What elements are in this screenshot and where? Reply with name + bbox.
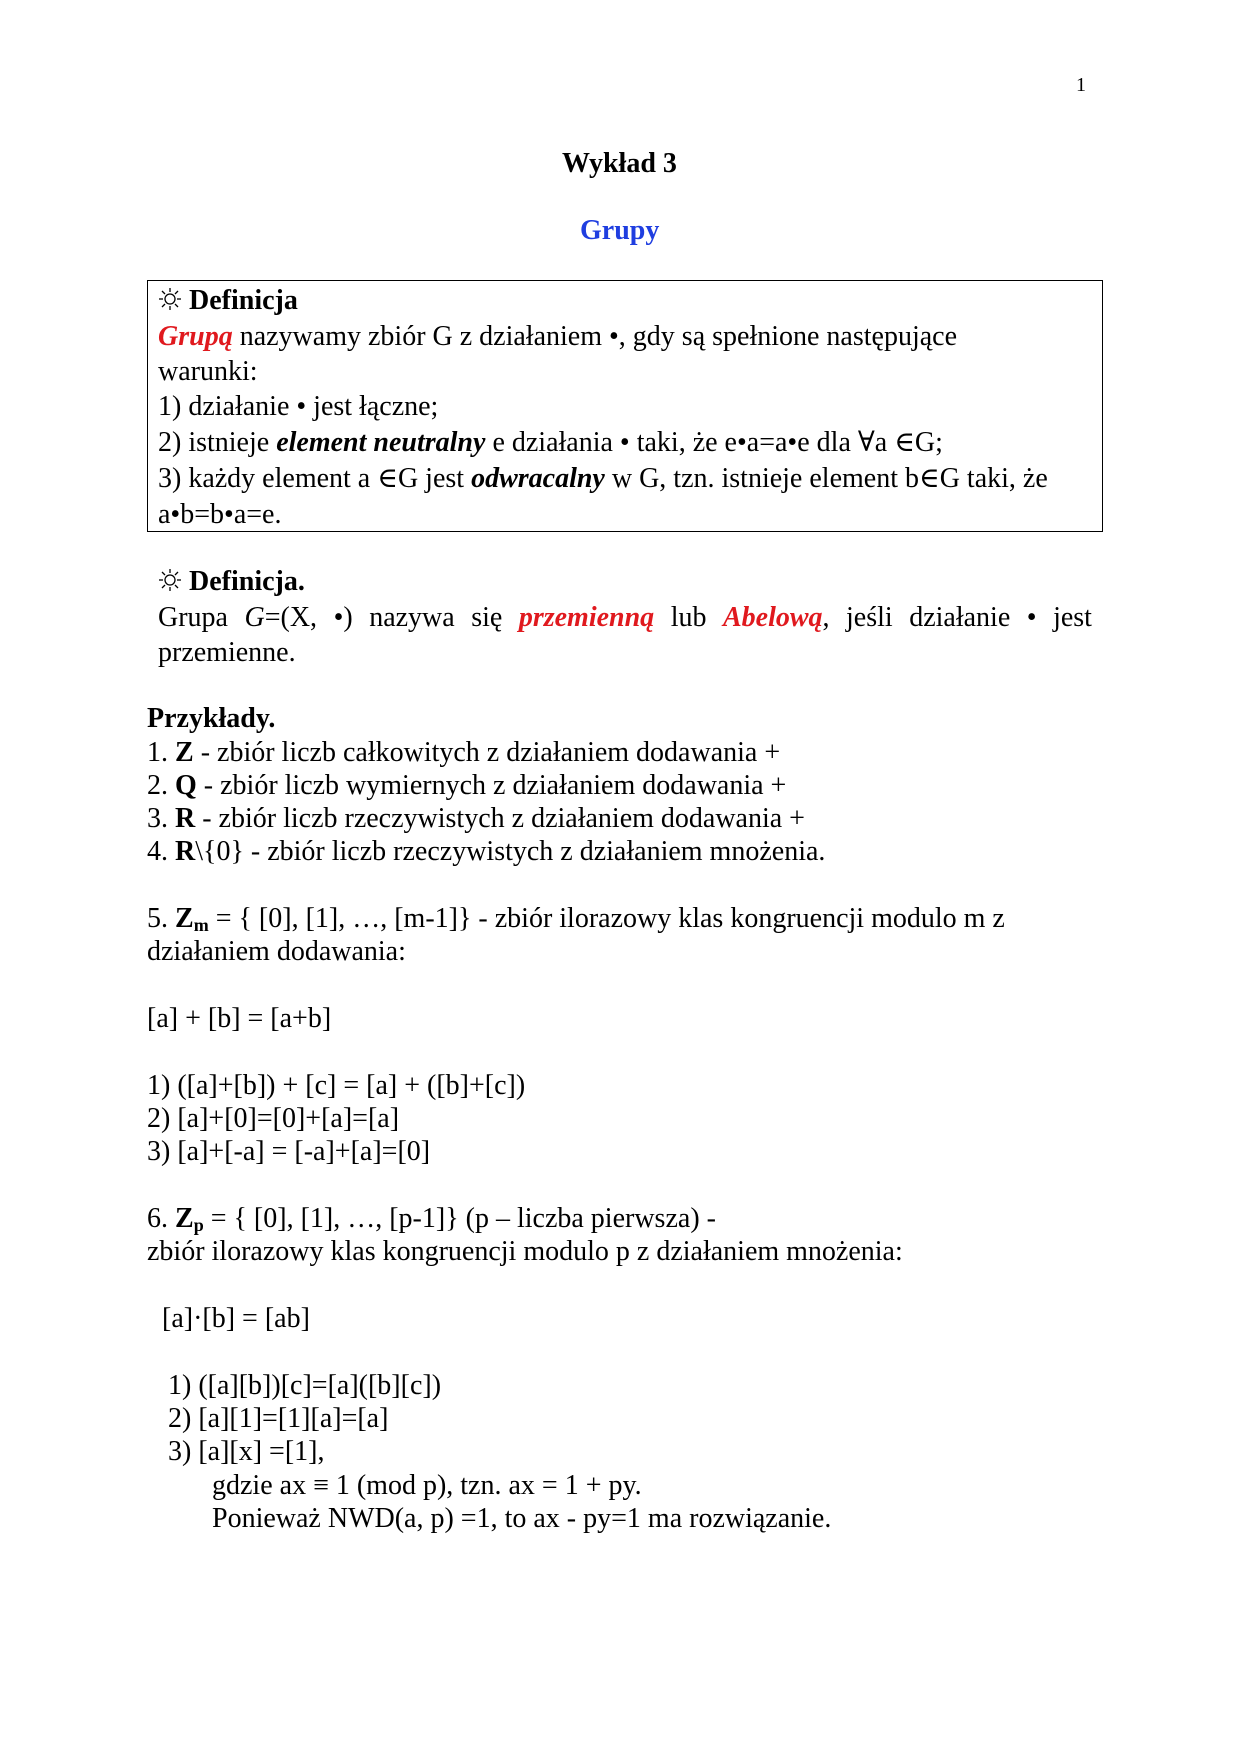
example-num: 1. bbox=[147, 737, 175, 768]
example5-formula: [a] + [b] = [a+b] bbox=[147, 1003, 332, 1034]
page-title: Wykład 3 bbox=[562, 148, 677, 179]
def2-w7: , bbox=[822, 602, 830, 633]
section-title: Grupy bbox=[580, 215, 660, 246]
def2-w6: lub bbox=[670, 602, 707, 633]
example-text: - zbiór liczb całkowitych z działaniem dodawania + bbox=[193, 737, 781, 768]
examples-heading: Przykłady. bbox=[147, 703, 276, 734]
term-abelowa: Abelową bbox=[722, 602, 823, 633]
def1-cond3-b: w G, tzn. istnieje element b∈G taki, że bbox=[604, 463, 1048, 494]
example-symbol: Z bbox=[175, 737, 194, 768]
example-symbol: Q bbox=[175, 770, 197, 801]
example-symbol: R bbox=[175, 836, 196, 867]
example6-prop: 3) [a][x] =[1], bbox=[168, 1436, 325, 1467]
example6-prop: 1) ([a][b])[c]=[a]([b][c]) bbox=[168, 1370, 442, 1401]
example-symbol: Z bbox=[175, 903, 194, 934]
def1-line1 bbox=[158, 323, 957, 351]
def2-w11: jest bbox=[1053, 602, 1092, 633]
example-num: 4. bbox=[147, 836, 175, 867]
example-symbol: Z bbox=[175, 1203, 194, 1234]
def1-cond3-a: 3) każdy element a ∈G jest bbox=[158, 463, 472, 494]
def1-cond2 bbox=[158, 429, 943, 457]
example6-line1 bbox=[147, 1205, 716, 1233]
example-text: - zbiór liczb rzeczywistych z działaniem dodawania + bbox=[195, 803, 805, 834]
def2-heading-text: Definicja. bbox=[189, 566, 305, 597]
def2-w8: jeśli bbox=[846, 602, 893, 633]
def2-line2: przemienne. bbox=[158, 637, 296, 668]
term-odwracalny: odwracalny bbox=[471, 463, 605, 494]
sun-icon bbox=[158, 287, 182, 311]
example5-prop: 2) [a]+[0]=[0]+[a]=[a] bbox=[147, 1103, 400, 1134]
def1-heading-text: Definicja bbox=[189, 285, 298, 316]
def2-heading bbox=[158, 568, 305, 596]
def1-line2: warunki: bbox=[158, 356, 258, 387]
def1-line1-rest: nazywamy zbiór G z działaniem •, gdy są spełnione następujące bbox=[232, 321, 958, 352]
def2-w4: nazywa bbox=[369, 602, 455, 633]
example-item bbox=[147, 805, 805, 833]
page-number: 1 bbox=[1076, 74, 1086, 96]
example-num: 2. bbox=[147, 770, 175, 801]
example-text: = { [0], [1], …, [p-1]} (p – liczba pierwsza) - bbox=[203, 1203, 716, 1234]
example-item bbox=[147, 739, 780, 767]
def2-w2-rest: =(X, bbox=[264, 602, 318, 633]
def2-w1: Grupa bbox=[158, 602, 228, 633]
example-text: = { [0], [1], …, [m-1]} - zbiór ilorazowy klas kongruencji modulo m z bbox=[208, 903, 1005, 934]
def2-abelowa bbox=[723, 604, 830, 632]
example-subscript: p bbox=[193, 1215, 204, 1235]
def1-cond3 bbox=[158, 465, 1048, 493]
example-subscript: m bbox=[193, 915, 209, 935]
def2-line1 bbox=[158, 604, 1092, 632]
def2-w2 bbox=[244, 604, 317, 632]
example6-note: Ponieważ NWD(a, p) =1, to ax - py=1 ma rozwiązanie. bbox=[212, 1503, 832, 1534]
example5-line1 bbox=[147, 905, 1005, 933]
example5-prop: 1) ([a]+[b]) + [c] = [a] + ([b]+[c]) bbox=[147, 1070, 526, 1101]
example6-formula: [a]·[b] = [ab] bbox=[162, 1303, 310, 1334]
example-text: \{0} - zbiór liczb rzeczywistych z działaniem mnożenia. bbox=[195, 836, 826, 867]
def2-w9: działanie bbox=[909, 602, 1011, 633]
def1-cond2-b: e działania • taki, że e•a=a•e dla ∀a ∈G; bbox=[485, 427, 943, 458]
example6-note: gdzie ax ≡ 1 (mod p), tzn. ax = 1 + py. bbox=[212, 1470, 642, 1501]
def1-cond2-a: 2) istnieje bbox=[158, 427, 277, 458]
def2-w10: • bbox=[1026, 602, 1037, 633]
sun-icon bbox=[158, 568, 182, 592]
example-num: 6. bbox=[147, 1203, 175, 1234]
example6-prop: 2) [a][1]=[1][a]=[a] bbox=[168, 1403, 389, 1434]
example6-line2: zbiór ilorazowy klas kongruencji modulo p z działaniem mnożenia: bbox=[147, 1236, 903, 1267]
def2-w5: się bbox=[471, 602, 503, 633]
def1-cond3-cont: a•b=b•a=e. bbox=[158, 499, 282, 530]
example5-line2: działaniem dodawania: bbox=[147, 936, 406, 967]
example5-prop: 3) [a]+[-a] = [-a]+[a]=[0] bbox=[147, 1136, 431, 1167]
def1-heading bbox=[158, 287, 298, 315]
def2-g: G bbox=[244, 602, 265, 633]
example-symbol: R bbox=[175, 803, 196, 834]
example-item bbox=[147, 772, 786, 800]
term-grupa: Grupą bbox=[158, 321, 233, 352]
def2-w3: •) bbox=[333, 602, 353, 633]
example-num: 3. bbox=[147, 803, 175, 834]
example-text: - zbiór liczb wymiernych z działaniem dodawania + bbox=[196, 770, 787, 801]
term-element-neutralny: element neutralny bbox=[276, 427, 486, 458]
term-przemienna: przemienną bbox=[518, 602, 655, 633]
def1-cond1: 1) działanie • jest łączne; bbox=[158, 391, 439, 422]
example-item bbox=[147, 838, 825, 866]
example-num: 5. bbox=[147, 903, 175, 934]
